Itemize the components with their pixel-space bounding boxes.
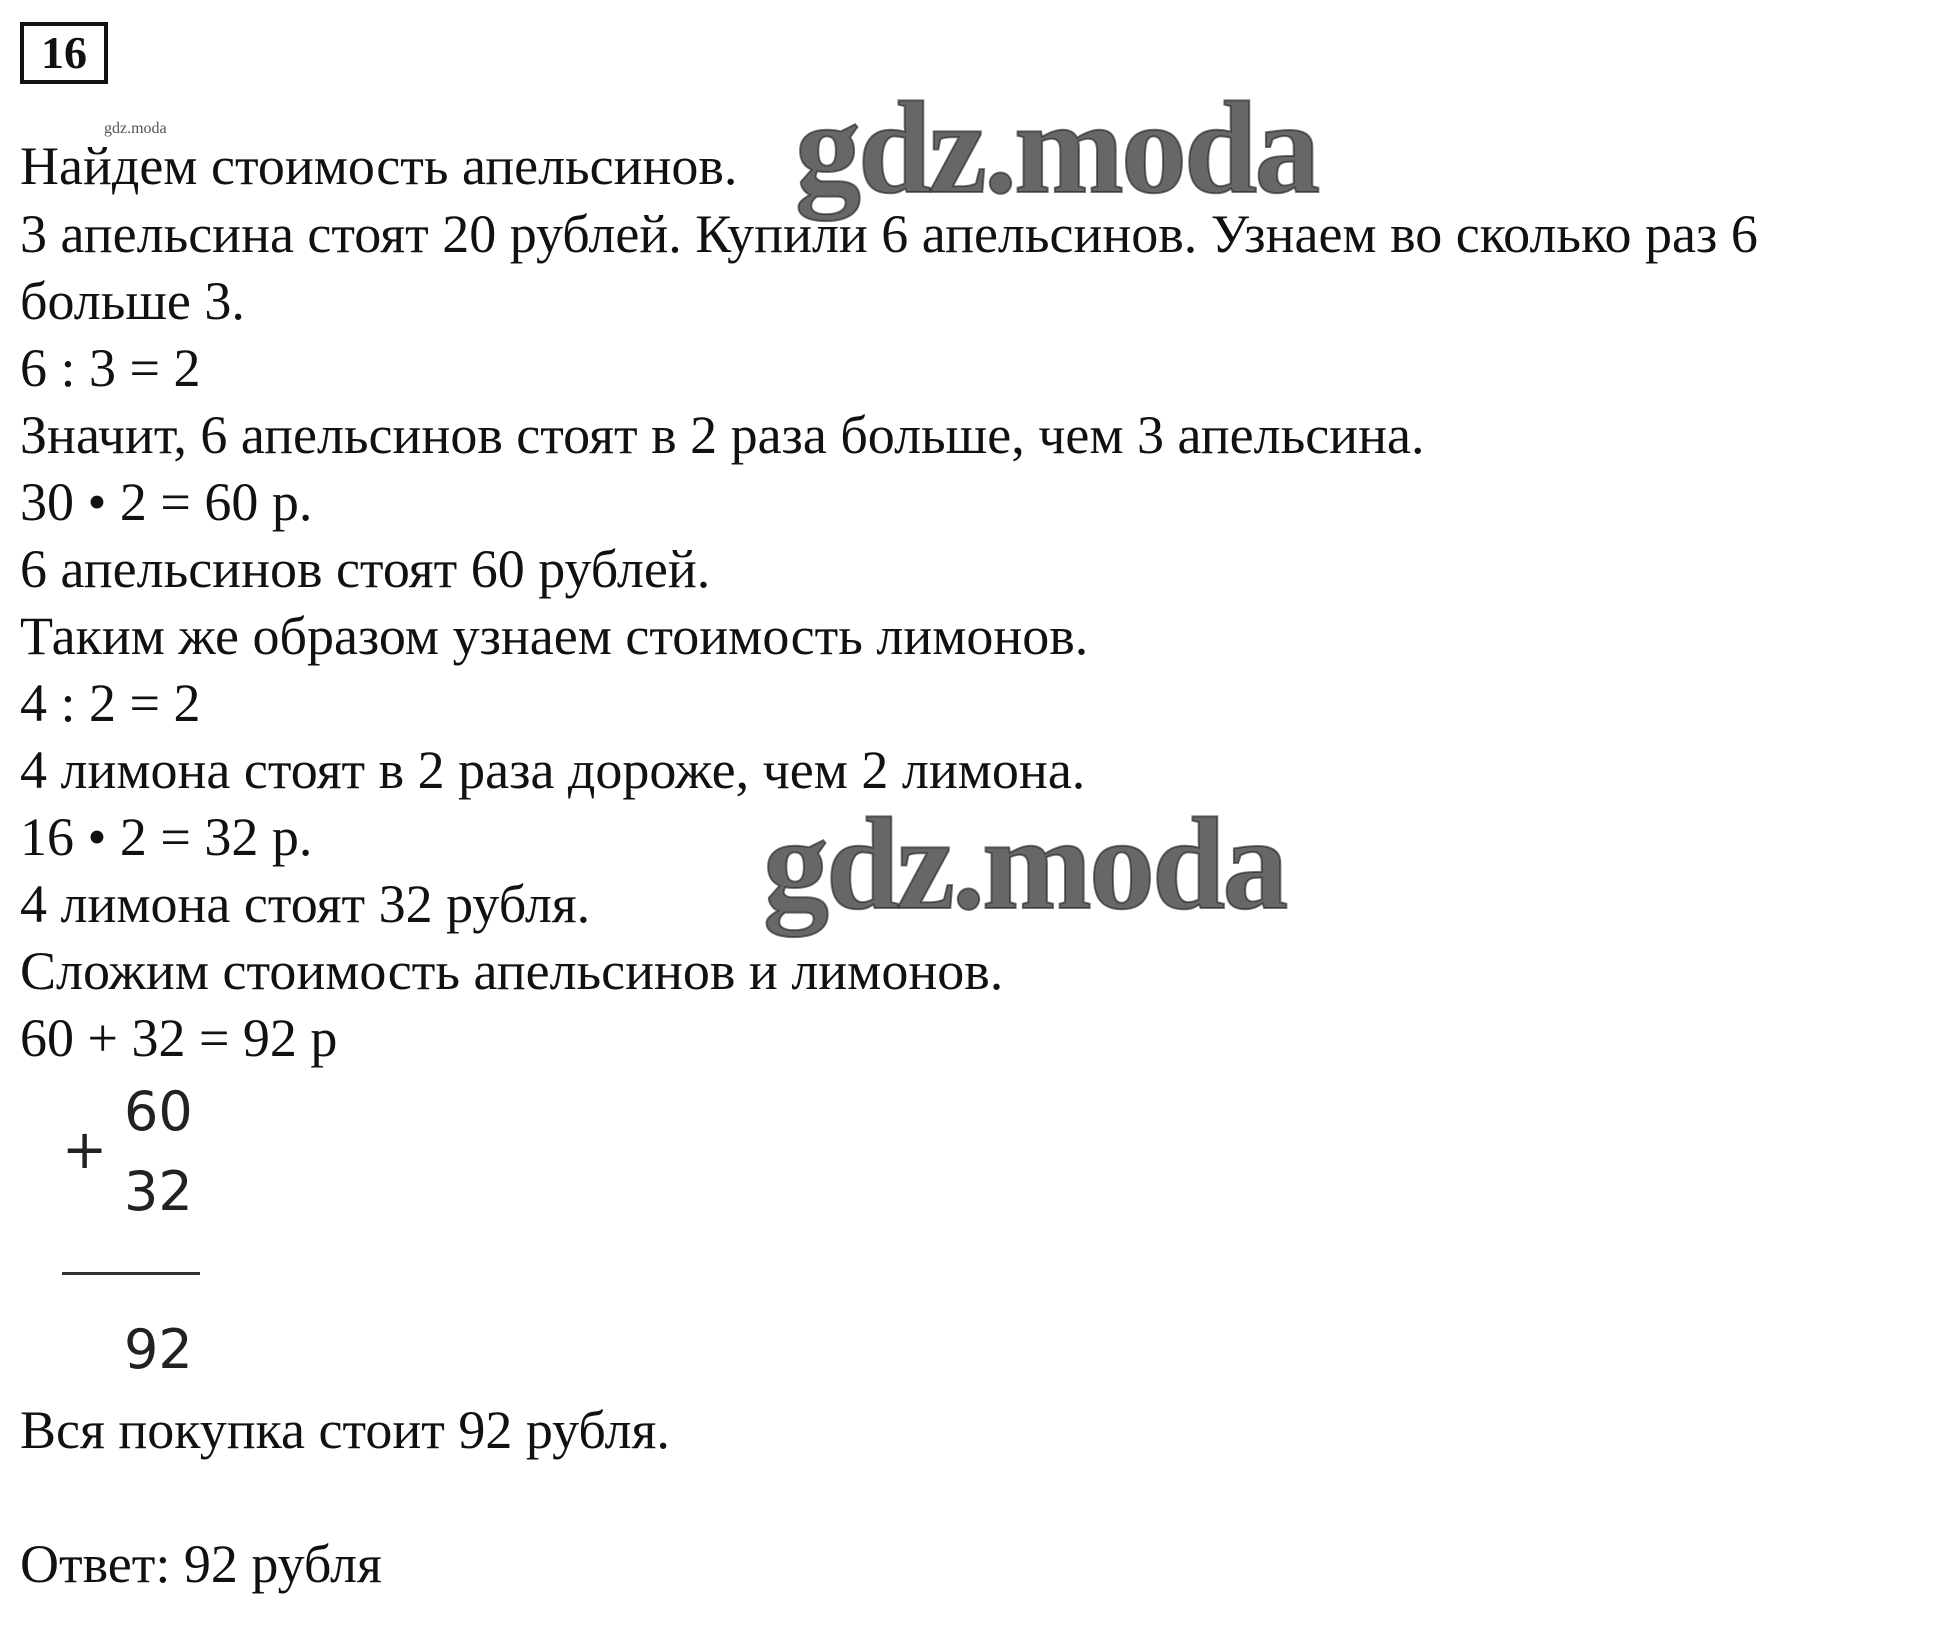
task-number: 16 [20, 22, 108, 84]
answer-line: Ответ: 92 рубля [20, 1534, 382, 1594]
watermark-top: gdz.moda [795, 74, 1318, 221]
watermark-middle: gdz.moda [763, 790, 1286, 937]
column-sum-line [62, 1272, 200, 1275]
column-addend-2: 32 [124, 1160, 193, 1223]
column-addend-1: 60 [124, 1080, 193, 1143]
text-line-7: 4 лимона стоят в 2 раза дороже, чем 2 лимона. [20, 740, 1086, 800]
conclusion-line: Вся покупка стоит 92 рубля. [20, 1400, 670, 1460]
text-line-1: Найдем стоимость апельсинов. [20, 136, 738, 196]
text-line-9: Сложим стоимость апельсинов и лимонов. [20, 941, 1004, 1001]
column-result: 92 [124, 1318, 193, 1381]
text-line-6: Таким же образом узнаем стоимость лимонов. [20, 606, 1089, 666]
text-line-3: больше 3. [20, 271, 245, 331]
equation-line-4: 16 • 2 = 32 р. [20, 807, 313, 867]
equation-line-5: 60 + 32 = 92 р [20, 1008, 338, 1068]
equation-line-2: 30 • 2 = 60 р. [20, 472, 313, 532]
text-line-8: 4 лимона стоят 32 рубля. [20, 874, 591, 934]
text-line-4: Значит, 6 апельсинов стоят в 2 раза больше, чем 3 апельсина. [20, 405, 1425, 465]
text-line-5: 6 апельсинов стоят 60 рублей. [20, 539, 711, 599]
text-line-2: 3 апельсина стоят 20 рублей. Купили 6 апельсинов. Узнаем во сколько раз 6 [20, 204, 1758, 264]
equation-line-3: 4 : 2 = 2 [20, 673, 201, 733]
equation-line-1: 6 : 3 = 2 [20, 338, 201, 398]
small-watermark: gdz.moda [104, 120, 167, 137]
column-plus-sign: + [62, 1118, 108, 1181]
